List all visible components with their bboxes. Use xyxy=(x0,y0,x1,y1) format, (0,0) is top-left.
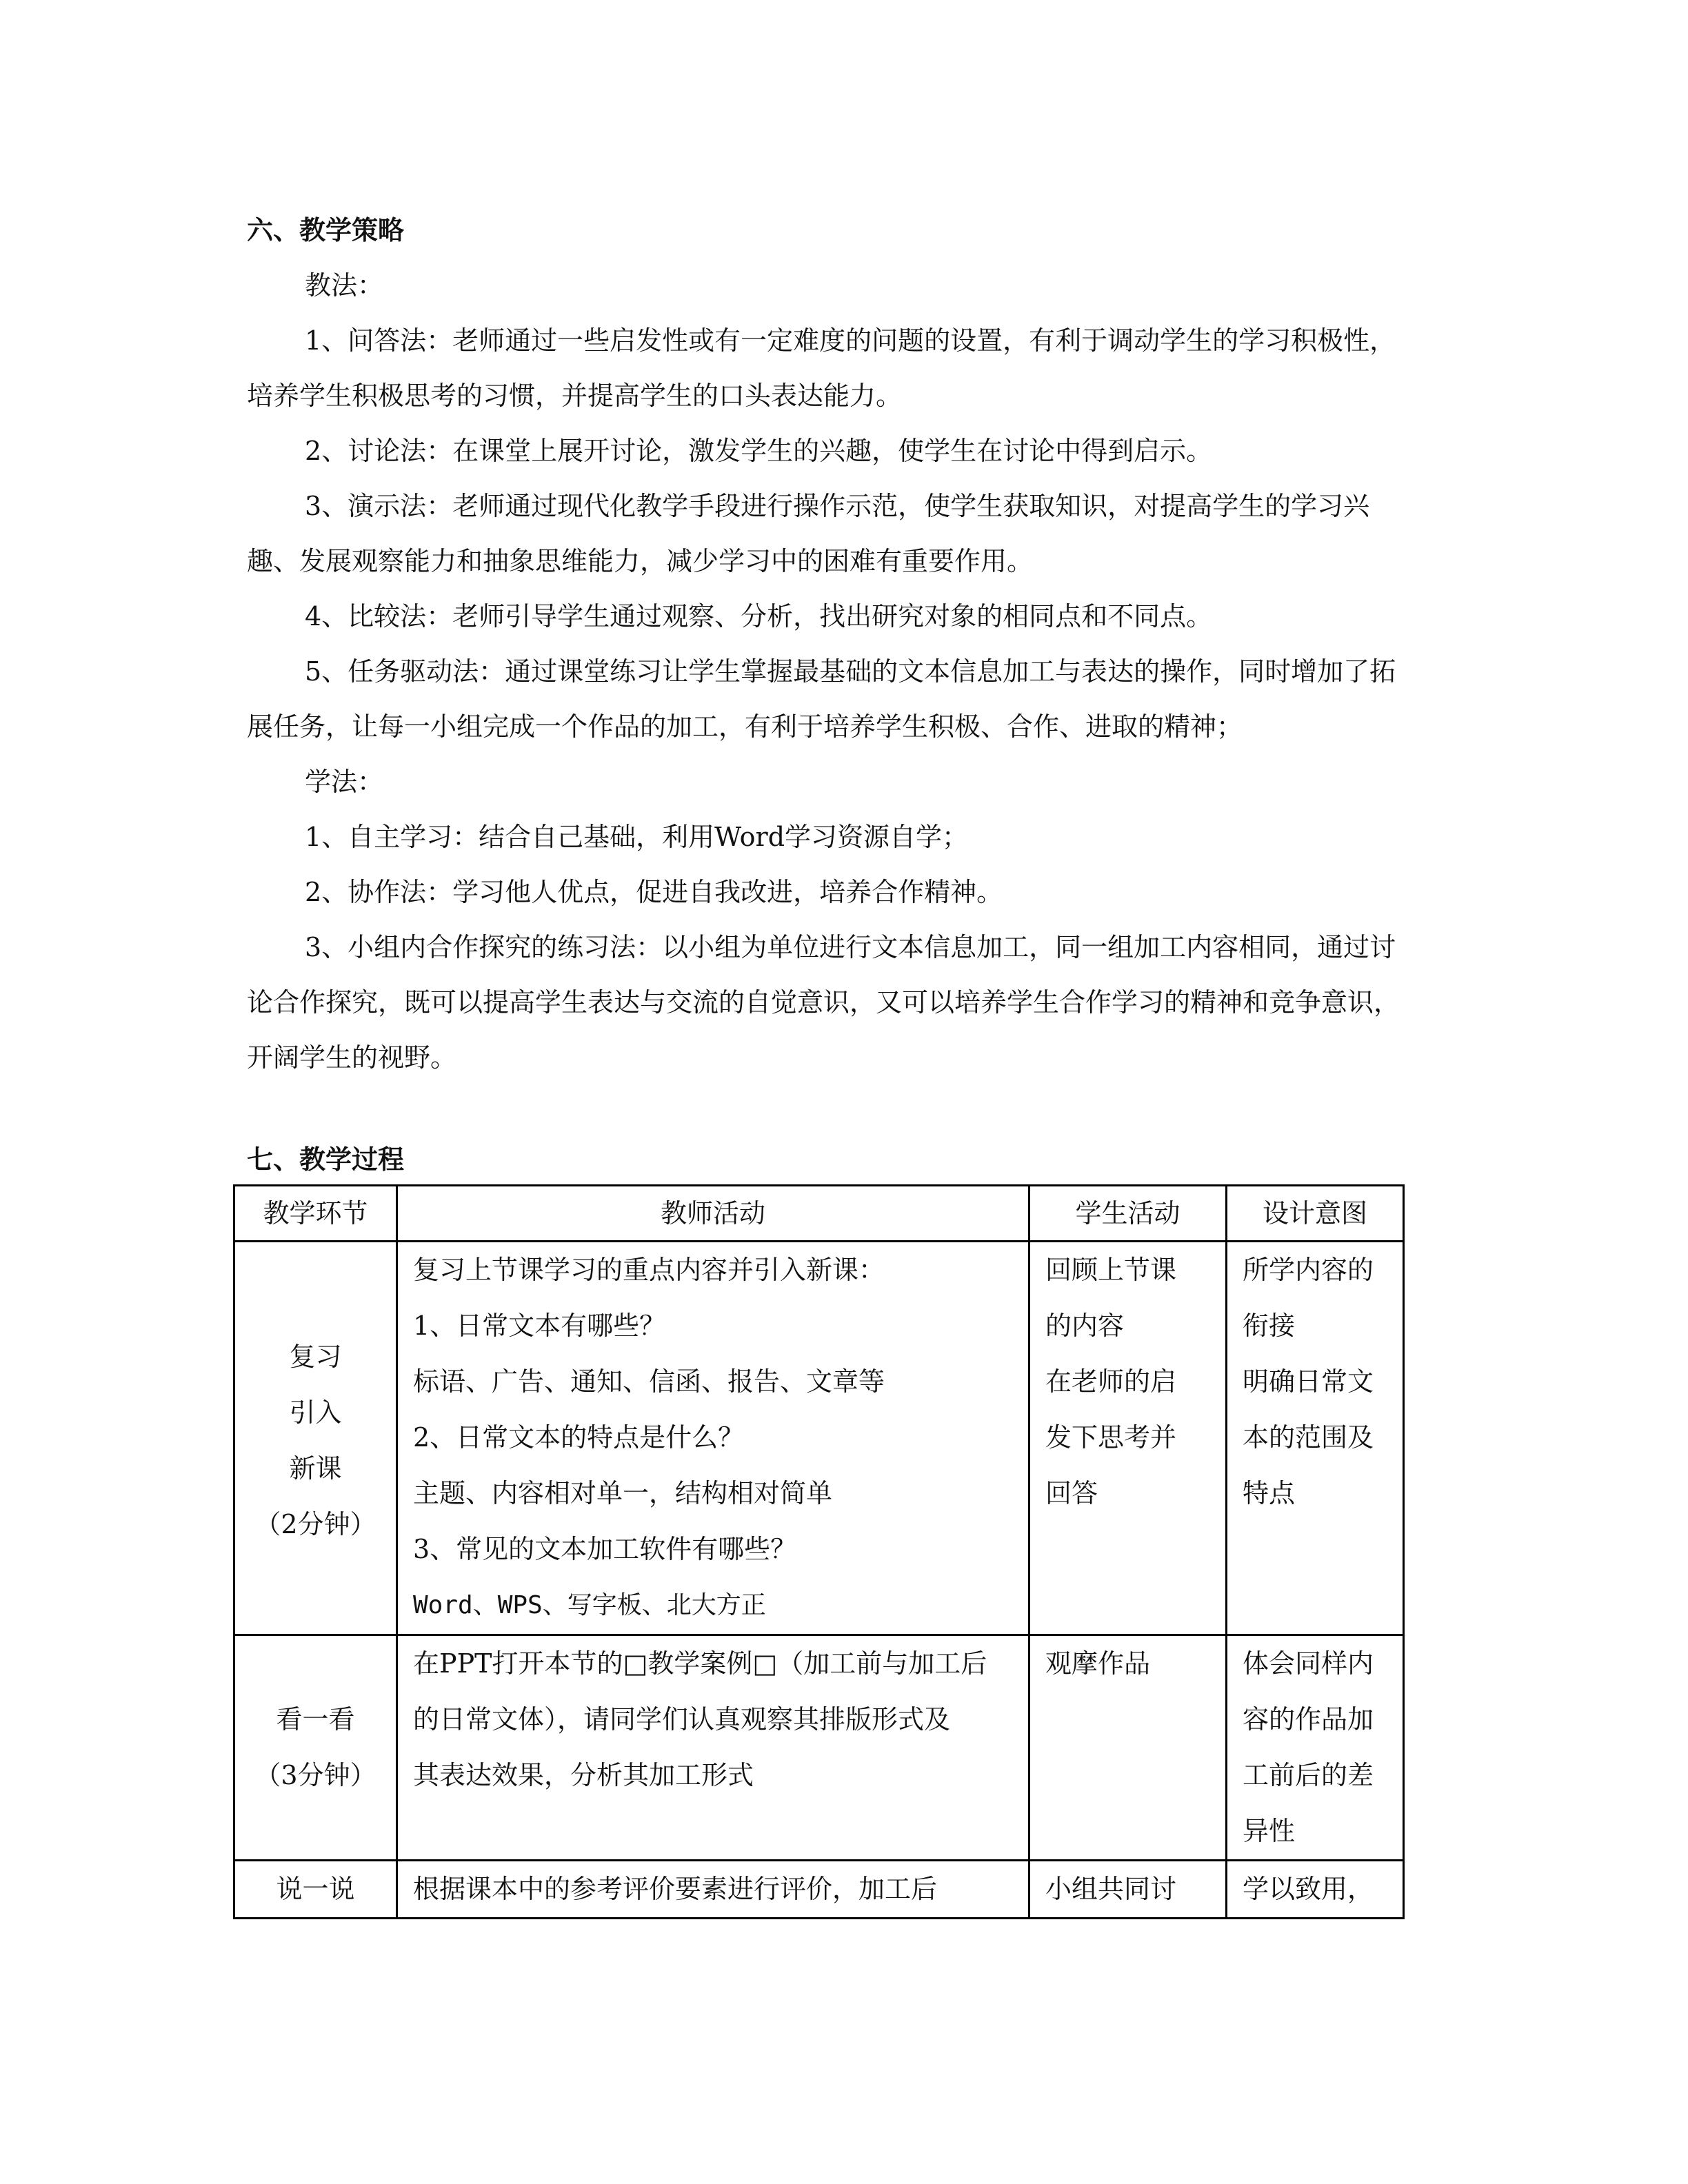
student-line: 观摩作品 xyxy=(1045,1648,1151,1679)
section7-title: 七、教学过程 xyxy=(247,1144,405,1175)
student-line: 回答 xyxy=(1045,1478,1098,1508)
intent-line: 学以致用， xyxy=(1243,1874,1374,1904)
design-intent-cell xyxy=(1227,1242,1404,1635)
stage-line: （2分钟） xyxy=(254,1509,376,1539)
teacher-line: 主题、内容相对单一，结构相对简单 xyxy=(413,1478,833,1508)
teacher-line: 的日常文体），请同学们认真观察其排版形式及 xyxy=(413,1704,951,1735)
learning-method-2: 2、协作法：学习他人优点，促进自我改进，培养合作精神。 xyxy=(305,877,1003,907)
student-activity-cell xyxy=(1029,1635,1227,1861)
design-intent-cell xyxy=(1227,1635,1404,1861)
stage-cell xyxy=(234,1635,397,1861)
teaching-methods-label: 教法： xyxy=(305,270,384,301)
teacher-line: 1、日常文本有哪些？ xyxy=(413,1311,666,1341)
intent-line: 异性 xyxy=(1243,1816,1296,1846)
header-teacher: 教师活动 xyxy=(397,1186,1029,1242)
teacher-line: 3、常见的文本加工软件有哪些？ xyxy=(413,1534,797,1564)
design-intent-cell xyxy=(1227,1861,1404,1919)
section6-title: 六、教学策略 xyxy=(247,214,405,245)
student-line: 发下思考并 xyxy=(1045,1422,1177,1453)
teacher-line: Word、WPS、写字板、北大方正 xyxy=(413,1591,766,1619)
teacher-line: 在PPT打开本节的□教学案例□（加工前与加工后 xyxy=(413,1648,987,1679)
table-row xyxy=(234,1861,1404,1919)
student-line: 小组共同讨 xyxy=(1045,1874,1177,1904)
teaching-method-5: 5、任务驱动法：通过课堂练习让学生掌握最基础的文本信息加工与表达的操作，同时增加了拓展任务，让每一小组完成一个作品的加工，有利于培养学生积极、合作、进取的精神； xyxy=(247,656,1396,742)
teaching-method-3: 3、演示法：老师通过现代化教学手段进行操作示范，使学生获取知识，对提高学生的学习兴趣、发展观察能力和抽象思维能力，减少学习中的困难有重要作用。 xyxy=(247,491,1370,576)
student-activity-cell xyxy=(1029,1242,1227,1635)
student-line: 的内容 xyxy=(1045,1311,1125,1341)
intent-line: 工前后的差 xyxy=(1243,1760,1374,1790)
table-header-row xyxy=(234,1186,1404,1242)
intent-line: 容的作品加 xyxy=(1243,1704,1374,1735)
teaching-process-table xyxy=(233,1184,1405,1919)
stage-line: 说一说 xyxy=(276,1874,355,1904)
teacher-line: 标语、广告、通知、信函、报告、文章等 xyxy=(413,1366,885,1397)
intent-line: 所学内容的 xyxy=(1243,1255,1374,1285)
stage-cell xyxy=(234,1242,397,1635)
stage-line: （3分钟） xyxy=(254,1760,376,1790)
stage-line: 看一看 xyxy=(276,1704,355,1735)
stage-cell xyxy=(234,1861,397,1919)
teacher-line: 其表达效果，分析其加工形式 xyxy=(413,1760,754,1790)
intent-line: 特点 xyxy=(1243,1478,1296,1508)
stage-line: 复习 xyxy=(289,1342,342,1372)
stage-line: 新课 xyxy=(289,1453,342,1484)
section6-body xyxy=(247,258,1419,1085)
intent-line: 本的范围及 xyxy=(1243,1422,1374,1453)
learning-method-1: 1、自主学习：结合自己基础，利用Word学习资源自学； xyxy=(305,822,969,852)
student-activity-cell xyxy=(1029,1861,1227,1919)
table-row xyxy=(234,1635,1404,1861)
student-line: 回顾上节课 xyxy=(1045,1255,1177,1285)
learning-method-3: 3、小组内合作探究的练习法：以小组为单位进行文本信息加工，同一组加工内容相同，通过讨论合作探究，既可以提高学生表达与交流的自觉意识，又可以培养学生合作学习的精神和竞争意识，开阔学生的视野。 xyxy=(247,932,1400,1073)
teacher-activity-cell xyxy=(397,1861,1029,1919)
stage-line: 引入 xyxy=(289,1397,342,1428)
header-intent: 设计意图 xyxy=(1227,1186,1404,1242)
student-line: 在老师的启 xyxy=(1045,1366,1177,1397)
learning-methods-label: 学法： xyxy=(305,767,384,797)
teacher-activity-cell xyxy=(397,1242,1029,1635)
teaching-method-1: 1、问答法：老师通过一些启发性或有一定难度的问题的设置，有利于调动学生的学习积极性，培养学生积极思考的习惯，并提高学生的口头表达能力。 xyxy=(247,325,1396,411)
teaching-method-2: 2、讨论法：在课堂上展开讨论，激发学生的兴趣，使学生在讨论中得到启示。 xyxy=(305,436,1213,466)
teacher-line: 复习上节课学习的重点内容并引入新课： xyxy=(413,1255,885,1285)
intent-line: 明确日常文 xyxy=(1243,1366,1374,1397)
teacher-activity-cell xyxy=(397,1635,1029,1861)
header-student: 学生活动 xyxy=(1029,1186,1227,1242)
intent-line: 衔接 xyxy=(1243,1311,1296,1341)
teaching-method-4: 4、比较法：老师引导学生通过观察、分析，找出研究对象的相同点和不同点。 xyxy=(305,601,1213,631)
table-row xyxy=(234,1242,1404,1635)
intent-line: 体会同样内 xyxy=(1243,1648,1374,1679)
teacher-line: 2、日常文本的特点是什么？ xyxy=(413,1422,745,1453)
teacher-line: 根据课本中的参考评价要素进行评价，加工后 xyxy=(413,1874,938,1904)
header-stage: 教学环节 xyxy=(234,1186,397,1242)
